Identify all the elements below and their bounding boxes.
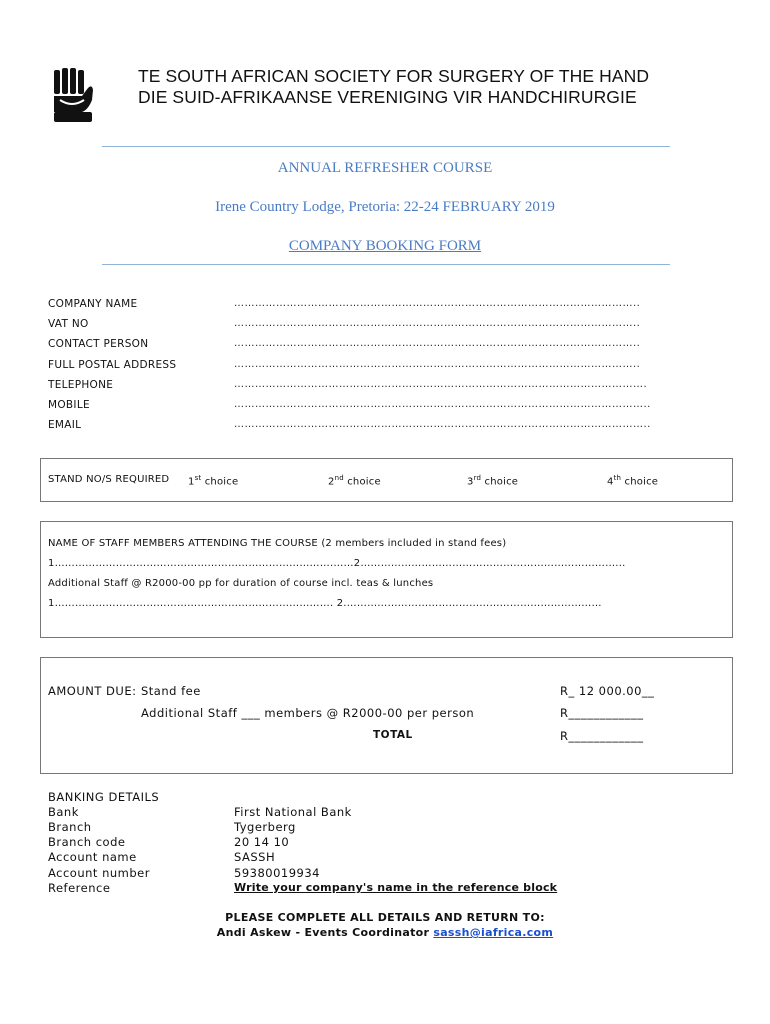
vat-no-label: VAT NO (48, 318, 89, 330)
additional-staff-value[interactable]: R____________ (560, 706, 644, 720)
choice-4-num: 4 (607, 476, 614, 488)
stand-label: STAND NO/S REQUIRED (48, 474, 170, 485)
account-number-label: Account number (48, 866, 150, 880)
account-number-value: 59380019934 (234, 866, 320, 880)
email-label: EMAIL (48, 419, 82, 431)
choice-3-num: 3 (467, 476, 474, 488)
mobile-field[interactable]: ……………………………………………………………………………………………………….. (234, 399, 651, 410)
branch-value: Tygerberg (234, 820, 296, 834)
telephone-label: TELEPHONE (48, 379, 114, 391)
bank-value: First National Bank (234, 805, 352, 819)
staff-2-num: 2 (353, 558, 361, 569)
additional-2-num: 2 (336, 598, 344, 609)
vat-no-field[interactable]: …………………………………………………………………………………………………….. (234, 318, 641, 329)
total-label: TOTAL (373, 729, 413, 741)
stand-choice-3[interactable] (467, 474, 518, 487)
choice-4-word: choice (621, 476, 659, 488)
staff-heading: NAME OF STAFF MEMBERS ATTENDING THE COURSE (2 members included in stand fees) (48, 538, 507, 549)
additional-1-num: 1 (48, 598, 55, 609)
return-instruction: PLEASE COMPLETE ALL DETAILS AND RETURN TO: (225, 911, 545, 924)
postal-address-label: FULL POSTAL ADDRESS (48, 359, 177, 371)
account-name-value: SASSH (234, 850, 276, 864)
stand-fee-value: R_ 12 000.00__ (560, 684, 655, 698)
choice-2-num: 2 (328, 476, 335, 488)
staff-line-2[interactable]: 1………………………………………………………………………. 2.………………………………………………………………… (48, 598, 602, 609)
branch-code-label: Branch code (48, 835, 126, 849)
total-value[interactable]: R____________ (560, 729, 644, 743)
divider-bottom (102, 264, 670, 265)
stand-choice-1[interactable] (188, 474, 238, 487)
choice-3-word: choice (481, 476, 519, 488)
email-field[interactable]: ……………………………………………………………………………………………………….. (234, 419, 651, 430)
contact-person-field[interactable]: …………………………………………………………………………………………………….. (234, 338, 641, 349)
form-title: COMPANY BOOKING FORM (288, 238, 482, 254)
company-name-label: COMPANY NAME (48, 298, 138, 310)
banking-heading: BANKING DETAILS (48, 790, 160, 804)
coordinator-line (0, 926, 770, 939)
telephone-field[interactable]: ………………………………………………………………………………………………………. (234, 379, 648, 390)
additional-staff-note: Additional Staff @ R2000-00 pp for duration of course incl. teas & lunches (48, 578, 434, 589)
contact-person-label: CONTACT PERSON (48, 338, 149, 350)
header-title-english: TE SOUTH AFRICAN SOCIETY FOR SURGERY OF THE HAND (138, 66, 650, 86)
additional-staff-line[interactable]: Additional Staff ___ members @ R2000-00 per person (141, 706, 475, 720)
coordinator-email-link[interactable]: sassh@iafrica.com (433, 926, 554, 939)
choice-1-sup: st (194, 474, 202, 482)
bank-label: Bank (48, 805, 79, 819)
choice-1-num: 1 (188, 476, 195, 488)
coordinator-name: Andi Askew - Events Coordinator (216, 926, 434, 939)
company-name-field[interactable]: …………………………………………………………………………………………………….. (234, 298, 641, 309)
choice-3-sup: rd (473, 474, 482, 482)
amount-due-label: AMOUNT DUE: (48, 684, 137, 698)
choice-2-sup: nd (334, 474, 344, 482)
stand-choice-4[interactable] (607, 474, 658, 487)
reference-value: Write your company's name in the reference block (234, 881, 558, 894)
reference-label: Reference (48, 881, 111, 895)
staff-line-1[interactable]: 1……………………………………………………………………….……2…………………………………………………………………... (48, 558, 626, 569)
stand-choice-2[interactable] (328, 474, 381, 487)
staff-1-num: 1 (48, 558, 55, 569)
mobile-label: MOBILE (48, 399, 90, 411)
branch-code-value: 20 14 10 (234, 835, 290, 849)
branch-label: Branch (48, 820, 92, 834)
divider-top (102, 146, 670, 147)
society-logo (52, 68, 94, 124)
stand-fee-label: Stand fee (141, 684, 201, 698)
venue-date: Irene Country Lodge, Pretoria: 22-24 FEBRUARY 2019 (215, 199, 555, 215)
course-title: ANNUAL REFRESHER COURSE (277, 160, 493, 176)
choice-1-word: choice (201, 476, 239, 488)
header-title-afrikaans: DIE SUID-AFRIKAANSE VERENIGING VIR HANDCHIRURGIE (138, 87, 637, 107)
account-name-label: Account name (48, 850, 137, 864)
choice-4-sup: th (613, 474, 622, 482)
choice-2-word: choice (343, 476, 381, 488)
postal-address-field[interactable]: …………………………………………………………………………………………………….. (234, 359, 641, 370)
